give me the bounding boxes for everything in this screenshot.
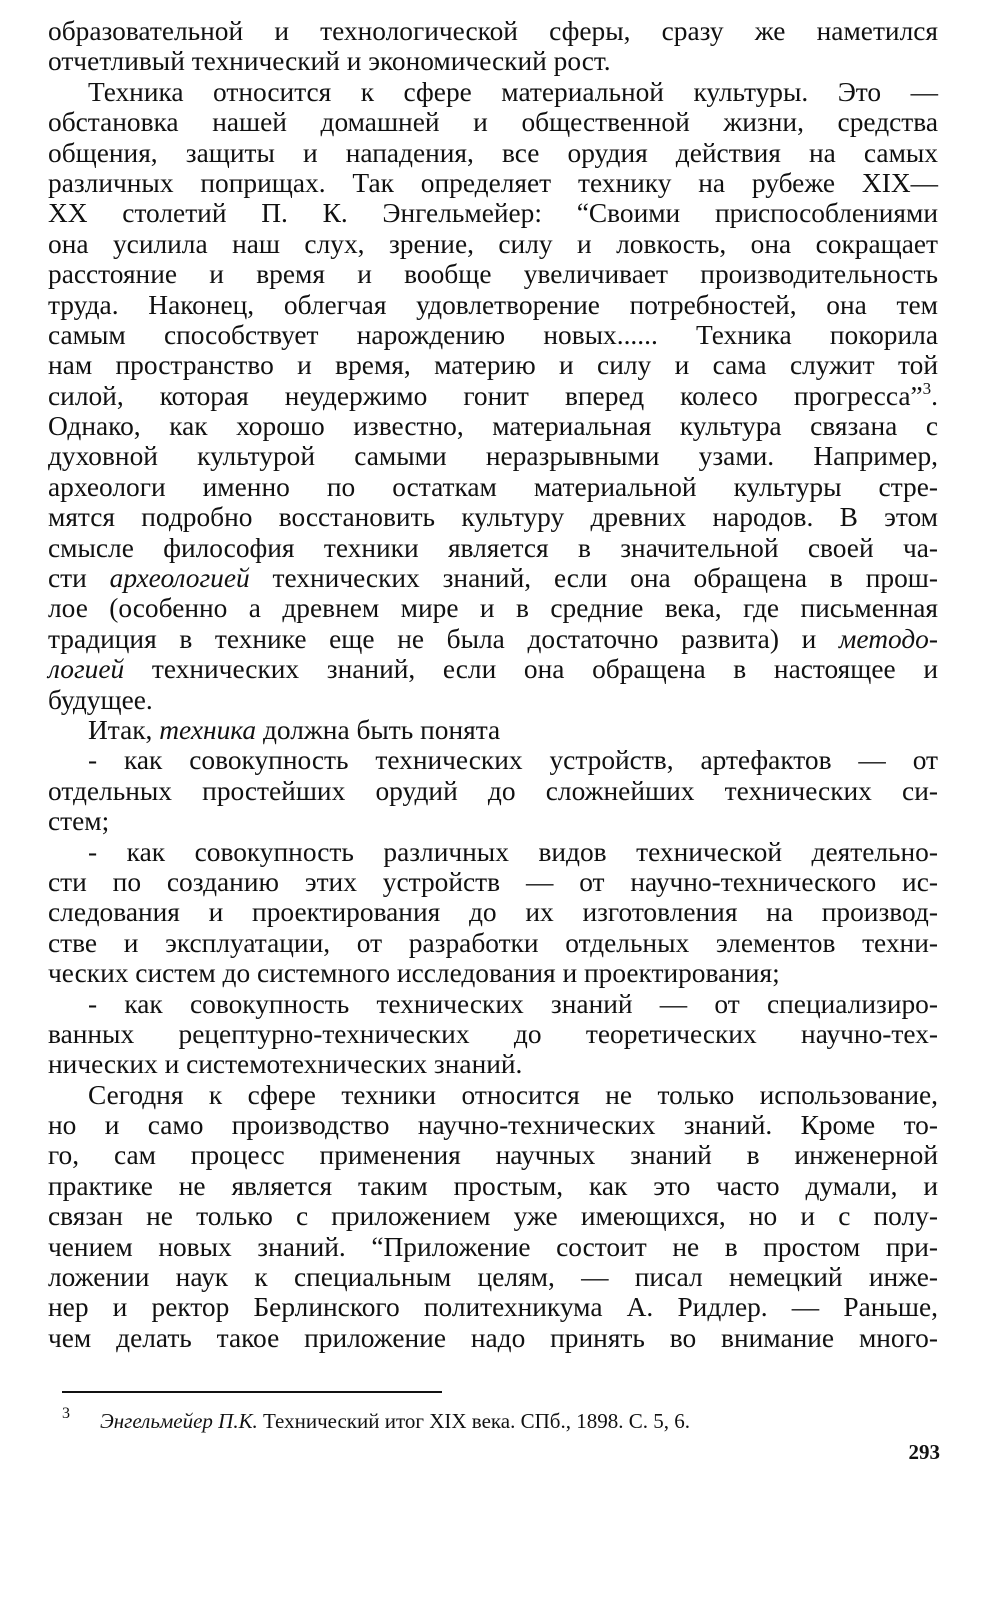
text-line <box>48 624 938 654</box>
text-line: нических и системотехнических знаний. <box>48 1049 523 1080</box>
text-line: отдельных простейших орудий до сложнейших технических си- <box>48 775 938 806</box>
italic-term: техника <box>159 714 257 745</box>
text-line: нам пространство и время, материю и силу и сама служит той <box>48 350 938 381</box>
text-line <box>48 654 938 684</box>
text-line: Техника относится к сфере материальной культуры. Это — <box>88 76 938 107</box>
text-line: будущее. <box>48 684 153 715</box>
text-line: ложении наук к специальным целям, — писал немецкий инже- <box>48 1262 938 1293</box>
text-line: смысле философия техники является в значительной своей ча- <box>48 532 938 563</box>
footnote-reference: 3 <box>922 378 932 398</box>
text-segment: должна быть понята <box>256 714 501 745</box>
text-line: практике не является таким простым, как это часто думали, и <box>48 1170 938 1201</box>
text-line: мятся подробно восстановить культуру древних народов. В этом <box>48 502 938 533</box>
text-line: самым способствует нарождению новых...... Техника покорила <box>48 319 938 350</box>
text-line <box>48 715 938 745</box>
footnote-divider <box>62 1391 442 1393</box>
text-line: связан не только с приложением уже имеющихся, но и с полу- <box>48 1201 938 1232</box>
text-line: стве и эксплуатации, от разработки отдельных элементов техни- <box>48 927 938 958</box>
text-line: образовательной и технологической сферы, сразу же наметился <box>48 16 938 46</box>
text-line: общения, защиты и нападения, все орудия действия на самых <box>48 137 938 168</box>
text-line <box>48 563 938 593</box>
text-line: чением новых знаний. “Приложение состоит не в простом при- <box>48 1231 938 1262</box>
text-line: нер и ректор Берлинского политехникума А. Ридлер. — Раньше, <box>48 1292 938 1323</box>
footnote-number: 3 <box>62 1405 70 1422</box>
text-line: обстановка нашей домашней и общественной жизни, средства <box>48 107 938 138</box>
text-line: чем делать такое приложение надо принять во внимание много- <box>48 1322 938 1353</box>
footnote-text: Технический итог XIX века. СПб., 1898. С. 5, 6. <box>257 1409 690 1433</box>
text-segment: традиция в технике еще не была достаточно развита) и <box>48 623 839 654</box>
page-body <box>48 16 938 1353</box>
text-segment: силой, которая неудержимо гонит вперед колесо прогресса” <box>48 380 923 411</box>
text-line: различных поприщах. Так определяет технику на рубеже XIX— <box>48 167 938 198</box>
text-line: археологи именно по остаткам материальной культуры стре- <box>48 471 938 502</box>
text-line: Однако, как хорошо известно, материальная культура связана с <box>48 411 938 442</box>
text-line: - как совокупность технических знаний — от специализиро- <box>88 988 938 1019</box>
text-line: отчетливый технический и экономический рост. <box>48 46 611 77</box>
text-line <box>48 378 938 411</box>
text-line: духовной культурой самыми неразрывными узами. Например, <box>48 441 938 472</box>
page-number: 293 <box>908 1440 940 1464</box>
text-line: - как совокупность различных видов технической деятельно- <box>88 836 938 867</box>
text-line: сти по созданию этих устройств — от научно-технического ис- <box>48 866 938 897</box>
text-line: но и само производство научно-технических знаний. Кроме то- <box>48 1110 938 1141</box>
text-line: расстояние и время и вообще увеличивает производительность <box>48 259 938 290</box>
text-line: лое (особенно а древнем мире и в средние века, где письменная <box>48 593 938 624</box>
text-line: следования и проектирования до их изготовления на производ- <box>48 897 938 928</box>
footnote <box>62 1405 912 1434</box>
text-segment: технических знаний, если она обращена в настоящее и <box>124 654 938 685</box>
text-line: - как совокупность технических устройств, артефактов — от <box>88 745 938 776</box>
text-line: Сегодня к сфере техники относится не только использование, <box>88 1079 938 1110</box>
italic-term: археологией <box>109 563 250 594</box>
text-segment: сти <box>48 563 110 594</box>
text-segment: . <box>931 380 938 411</box>
text-line: стем; <box>48 806 110 837</box>
text-line: она усилила наш слух, зрение, силу и ловкость, она сокращает <box>48 228 938 259</box>
italic-term: методо- <box>838 623 938 654</box>
text-line: труда. Наконец, облегчая удовлетворение потребностей, она тем <box>48 289 938 320</box>
text-segment: Итак, <box>88 714 160 745</box>
italic-term: логией <box>48 654 125 685</box>
footnote-author: Энгельмейер П.К. <box>100 1409 258 1433</box>
text-line: го, сам процесс применения научных знаний в инженерной <box>48 1140 938 1171</box>
text-segment: технических знаний, если она обращена в прош- <box>249 563 938 594</box>
text-line: ванных рецептурно-технических до теоретических научно-тех- <box>48 1018 938 1049</box>
text-line: ческих систем до системного исследования и проектирования; <box>48 958 780 989</box>
text-line: XX столетий П. К. Энгельмейер: “Своими приспособлениями <box>48 198 938 229</box>
